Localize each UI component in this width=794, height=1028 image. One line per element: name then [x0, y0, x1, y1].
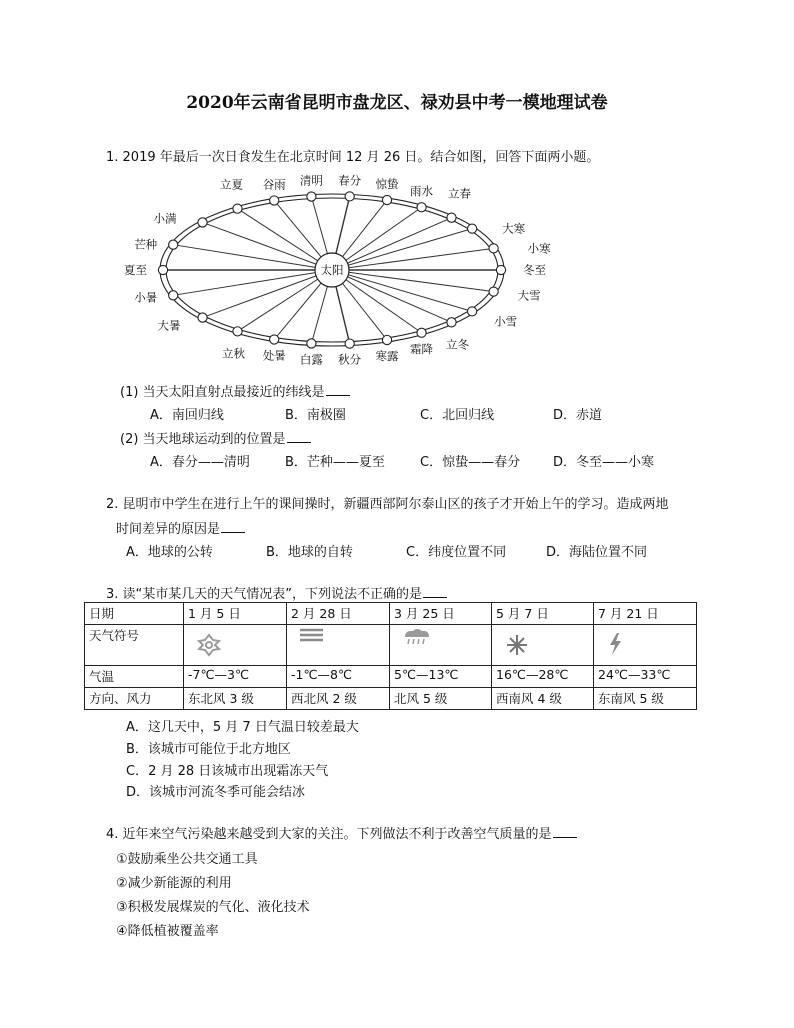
wind-cell: 北风 5 级: [390, 688, 492, 710]
solar-term-label: 大暑: [157, 318, 181, 333]
temp-cell: 5℃—13℃: [390, 666, 492, 688]
q1-sub2-stem: (2) 当天地球运动到的位置是: [120, 428, 311, 447]
date-cell: 7 月 21 日: [594, 603, 697, 625]
q4-item-3[interactable]: ③积极发展煤炭的气化、液化技术: [116, 900, 310, 915]
earth-position-marker: [158, 265, 167, 274]
q2-option-c[interactable]: C．纬度位置不同: [406, 545, 507, 560]
solar-term-label: 清明: [299, 173, 323, 188]
table-row-dates: [85, 603, 697, 625]
weather-table: [84, 602, 697, 710]
earth-position-marker: [233, 327, 242, 336]
solar-term-label: 小满: [153, 211, 177, 226]
table-row-temperatures: [85, 666, 697, 688]
q1-sub1-option-b[interactable]: B．南极圈: [285, 408, 346, 423]
q4-item-4[interactable]: ④降低植被覆盖率: [116, 924, 219, 939]
answer-blank: [423, 596, 447, 598]
q3-stem: 3. 读“某市某几天的天气情况表”，下列说法不正确的是: [106, 583, 447, 602]
q1-sub1-stem: (1) 当天太阳直射点最接近的纬线是: [120, 381, 350, 400]
q1-sub1-option-a[interactable]: A．南回归线: [150, 408, 224, 423]
page-title: 2020年云南省昆明市盘龙区、禄劝县中考一模地理试卷: [186, 93, 608, 113]
wind-cell: 东南风 5 级: [594, 688, 697, 710]
q1-sub2-option-a[interactable]: A．春分——清明: [150, 455, 250, 470]
q3-option-a[interactable]: A．这几天中，5 月 7 日气温日较差最大: [126, 720, 359, 735]
solar-term-label: 芒种: [134, 237, 158, 252]
temp-cell: 16℃—28℃: [492, 666, 594, 688]
solar-term-label: 夏至: [124, 263, 147, 277]
answer-blank: [553, 836, 577, 838]
solar-term-label: 大雪: [517, 288, 541, 303]
q1-sub2-option-d[interactable]: D．冬至——小寒: [553, 455, 655, 470]
q4-item-2[interactable]: ②减少新能源的利用: [116, 876, 232, 891]
earth-position-marker: [270, 335, 279, 344]
answer-blank: [287, 441, 311, 443]
table-row-weather-symbols: [85, 625, 697, 666]
earth-position-marker: [198, 218, 207, 227]
wind-cell: 东北风 3 级: [184, 688, 287, 710]
solar-term-label: 立冬: [446, 337, 470, 352]
earth-position-marker: [169, 240, 178, 249]
q2-option-a[interactable]: A．地球的公转: [126, 545, 213, 560]
solar-term-label: 处暑: [262, 348, 286, 363]
wind-cell: 西南风 4 级: [492, 688, 594, 710]
q1-stem: 1. 2019 年最后一次日食发生在北京时间 12 月 26 日。结合如图，回答下面两小题。: [106, 150, 600, 165]
temp-cell: 24℃—33℃: [594, 666, 697, 688]
solar-term-label: 秋分: [338, 352, 362, 367]
earth-position-marker: [417, 328, 426, 337]
snow-icon: [196, 632, 222, 658]
wind-cell: 西北风 2 级: [287, 688, 390, 710]
solar-term-label: 春分: [338, 173, 362, 188]
row-header-weather-symbol: 天气符号: [85, 625, 184, 666]
date-cell: 2 月 28 日: [287, 603, 390, 625]
earth-position-marker: [345, 192, 354, 201]
earth-position-marker: [417, 203, 426, 212]
earth-position-marker: [382, 195, 391, 204]
q2-stem-line2: 时间差异的原因是: [116, 518, 245, 537]
orbit-spoke: [173, 245, 332, 270]
thunderstorm-icon: [606, 632, 626, 656]
q4-item-1[interactable]: ①鼓励乘坐公共交通工具: [116, 852, 258, 867]
temp-cell: -1℃—8℃: [287, 666, 390, 688]
solar-term-label: 白露: [299, 352, 323, 367]
fog-icon: [299, 628, 325, 642]
table-row-winds: [85, 688, 697, 710]
earth-position-marker: [489, 244, 498, 253]
earth-position-marker: [233, 204, 242, 213]
solar-term-label: 大寒: [502, 221, 526, 236]
q3-option-c[interactable]: C．2 月 28 日该城市出现霜冻天气: [126, 764, 329, 779]
q3-option-d[interactable]: D．该城市河流冬季可能会结冰: [126, 785, 306, 800]
earth-position-marker: [198, 313, 207, 322]
q1-sub2-option-b[interactable]: B．芒种——夏至: [285, 455, 385, 470]
earth-position-marker: [345, 339, 354, 348]
solar-term-label: 小暑: [134, 290, 158, 305]
earth-position-marker: [307, 192, 316, 201]
orbit-spoke: [332, 229, 472, 270]
earth-position-marker: [382, 335, 391, 344]
answer-blank: [221, 531, 245, 533]
earth-position-marker: [447, 318, 456, 327]
earth-position-marker: [307, 339, 316, 348]
solar-term-label: 立秋: [221, 346, 245, 361]
earth-position-marker: [270, 196, 279, 205]
date-cell: 1 月 5 日: [184, 603, 287, 625]
q3-option-b[interactable]: B．该城市可能位于北方地区: [126, 742, 291, 757]
q2-option-b[interactable]: B．地球的自转: [266, 545, 353, 560]
earth-position-marker: [468, 307, 477, 316]
date-cell: 3 月 25 日: [390, 603, 492, 625]
q4-stem: 4. 近年来空气污染越来越受到大家的关注。下列做法不利于改善空气质量的是: [106, 823, 577, 842]
sun-label: 太阳: [320, 263, 344, 277]
q1-sub2-option-c[interactable]: C．惊蛰——春分: [420, 455, 521, 470]
earth-position-marker: [468, 224, 477, 233]
sandstorm-icon: [504, 632, 530, 658]
solar-term-label: 立春: [448, 186, 472, 201]
earth-position-marker: [447, 213, 456, 222]
date-cell: 5 月 7 日: [492, 603, 594, 625]
solar-term-label: 寒露: [375, 348, 399, 363]
solar-term-label: 冬至: [523, 263, 546, 277]
row-header-temperature: 气温: [85, 666, 184, 688]
earth-position-marker: [169, 291, 178, 300]
earth-orbit-solar-terms-diagram: [110, 172, 570, 368]
orbit-spoke: [173, 270, 332, 295]
solar-term-label: 雨水: [410, 184, 434, 199]
solar-term-label: 霜降: [410, 341, 434, 356]
q2-option-d[interactable]: D．海陆位置不同: [546, 545, 648, 560]
q2-stem-line1: 2. 昆明市中学生在进行上午的课间操时，新疆西部阿尔泰山区的孩子才开始上午的学习。造成两地: [106, 497, 669, 512]
row-header-date: 日期: [85, 603, 184, 625]
temp-cell: -7℃—3℃: [184, 666, 287, 688]
q1-sub1-option-c[interactable]: C．北回归线: [420, 408, 495, 423]
earth-position-marker: [489, 287, 498, 296]
earth-position-marker: [496, 265, 505, 274]
orbit-spoke: [332, 270, 472, 311]
q1-sub1-option-d[interactable]: D．赤道: [553, 408, 603, 423]
solar-term-label: 惊蛰: [375, 177, 399, 192]
solar-term-label: 谷雨: [262, 177, 286, 192]
row-header-wind: 方向、风力: [85, 688, 184, 710]
solar-term-label: 立夏: [219, 177, 243, 192]
solar-term-label: 小寒: [527, 241, 551, 256]
answer-blank: [326, 394, 350, 396]
solar-term-label: 小雪: [494, 314, 518, 329]
showers-icon: [402, 628, 432, 646]
